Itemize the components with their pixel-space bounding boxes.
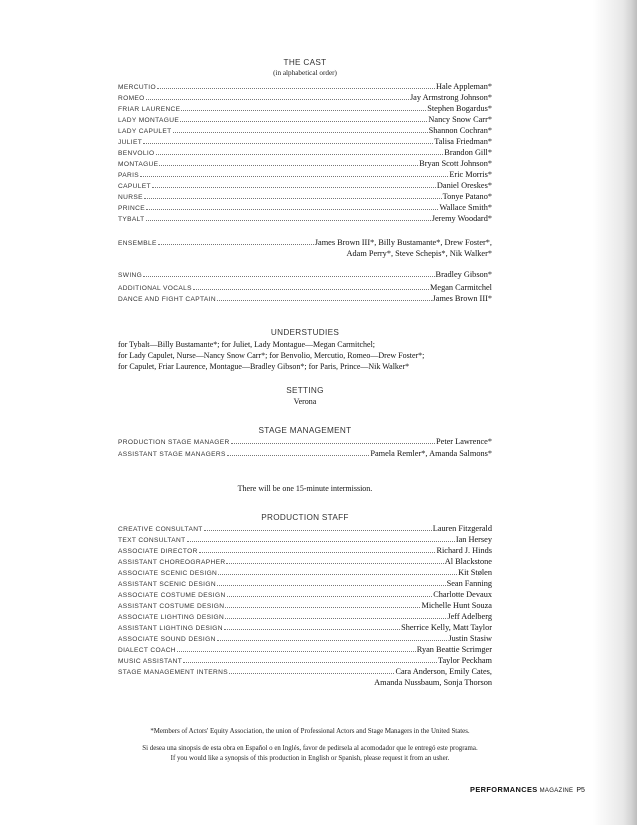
cast-row xyxy=(118,93,492,104)
cast-row xyxy=(118,115,492,126)
page-edge-shadow xyxy=(623,0,637,825)
actor-name: Bryan Scott Johnson* xyxy=(419,159,492,168)
role-label: ASSOCIATE DIRECTOR xyxy=(118,548,198,555)
staff-row xyxy=(118,645,492,656)
cast-row xyxy=(118,203,492,214)
role-label: PARIS xyxy=(118,172,140,179)
synopsis-note-spanish: Si desea una sinopsis de esta obra en Español o en Inglés, favor de pedirsela al acomodador que le entregó este programa. xyxy=(142,745,478,752)
understudies-line: for Lady Capulet, Nurse—Nancy Snow Carr*; for Benvolio, Mercutio, Romeo—Drew Foster*; xyxy=(118,351,425,360)
role-label: ASSISTANT CHOREOGRAPHER xyxy=(118,559,226,566)
leader-dots xyxy=(199,546,436,553)
cast-heading: THE CAST xyxy=(283,58,327,67)
staff-name: Ian Hersey xyxy=(455,535,492,544)
setting-heading: SETTING xyxy=(286,386,324,395)
setting-value: Verona xyxy=(293,397,317,406)
actor-name: Bradley Gibson* xyxy=(435,270,492,279)
leader-dots xyxy=(218,568,457,575)
cast-row xyxy=(118,270,492,281)
staff-name: Kit Stølen xyxy=(458,568,492,577)
equity-footnote: *Members of Actors' Equity Association, the union of Professional Actors and Stage Managers in the United States. xyxy=(150,728,470,735)
role-label: MERCUTIO xyxy=(118,84,156,91)
actor-name: Talisa Friedman* xyxy=(434,137,492,146)
staff-name: Justin Stasiw xyxy=(448,634,492,643)
staff-name: Cara Anderson, Emily Cates, xyxy=(395,667,492,676)
staff-name: Al Blackstone xyxy=(444,557,492,566)
actor-name: Daniel Oreskes* xyxy=(436,181,492,190)
cast-row xyxy=(118,104,492,115)
page-number: P5 xyxy=(576,787,585,794)
cast-row xyxy=(118,283,492,294)
role-label: ASSISTANT LIGHTING DESIGN xyxy=(118,625,223,632)
staff-name: Sean Fanning xyxy=(446,579,492,588)
role-label: ASSISTANT STAGE MANAGERS xyxy=(118,451,226,458)
role-label: CAPULET xyxy=(118,183,151,190)
leader-dots xyxy=(183,656,437,663)
actor-name: Stephen Bogardus* xyxy=(427,104,492,113)
role-label: ENSEMBLE xyxy=(118,240,157,247)
role-label: ASSISTANT SCENIC DESIGN xyxy=(118,581,216,588)
staff-name: Sherrice Kelly, Matt Taylor xyxy=(401,623,492,632)
actor-name: Brandon Gill* xyxy=(444,148,492,157)
cast-row xyxy=(118,294,492,305)
actor-name: Shannon Cochran* xyxy=(428,126,492,135)
leader-dots xyxy=(217,634,448,641)
leader-dots xyxy=(146,214,431,221)
leader-dots xyxy=(227,449,370,456)
staff-row xyxy=(118,656,492,667)
ensemble-names-line-1: James Brown III*, Billy Bustamante*, Drew Foster*, xyxy=(314,238,492,247)
actor-name: Nancy Snow Carr* xyxy=(428,115,492,124)
leader-dots xyxy=(157,82,435,89)
staff-name: Charlotte Devaux xyxy=(433,590,492,599)
cast-row xyxy=(118,126,492,137)
role-label: DANCE AND FIGHT CAPTAIN xyxy=(118,296,216,303)
leader-dots xyxy=(226,557,443,564)
staff-row xyxy=(118,449,492,460)
leader-dots xyxy=(187,535,455,542)
leader-dots xyxy=(156,148,444,155)
role-label: PRINCE xyxy=(118,205,146,212)
role-label: ADDITIONAL VOCALS xyxy=(118,285,192,292)
role-label: STAGE MANAGEMENT INTERNS xyxy=(118,669,229,676)
staff-name: Richard J. Hinds xyxy=(436,546,492,555)
role-label: MUSIC ASSISTANT xyxy=(118,658,183,665)
staff-row xyxy=(118,568,492,579)
production-staff-heading: PRODUCTION STAFF xyxy=(261,513,349,522)
cast-row xyxy=(118,159,492,170)
role-label: FRIAR LAURENCE xyxy=(118,106,181,113)
leader-dots xyxy=(231,437,435,444)
actor-name: Jay Armstrong Johnson* xyxy=(409,93,492,102)
staff-row xyxy=(118,535,492,546)
leader-dots xyxy=(204,524,432,531)
understudies-line: for Tybalt—Billy Bustamante*; for Juliet, Lady Montague—Megan Carmitchel; xyxy=(118,340,376,349)
ensemble-names-line-2: Adam Perry*, Steve Schepis*, Nik Walker* xyxy=(346,249,492,258)
staff-row xyxy=(118,612,492,623)
role-label: ROMEO xyxy=(118,95,145,102)
role-label: SWING xyxy=(118,272,143,279)
staff-row xyxy=(118,667,492,678)
staff-row xyxy=(118,590,492,601)
leader-dots xyxy=(146,203,438,210)
understudies-line: for Capulet, Friar Laurence, Montague—Bradley Gibson*; for Paris, Prince—Nik Walker* xyxy=(118,362,410,371)
staff-name: Jeff Adelberg xyxy=(447,612,492,621)
leader-dots xyxy=(193,283,429,290)
role-label: TEXT CONSULTANT xyxy=(118,537,186,544)
leader-dots xyxy=(225,612,446,619)
role-label: JULIET xyxy=(118,139,143,146)
staff-row xyxy=(118,557,492,568)
staff-name: Ryan Beattie Scrimger xyxy=(416,645,492,654)
leader-dots xyxy=(180,115,427,122)
role-label: CREATIVE CONSULTANT xyxy=(118,526,203,533)
leader-dots xyxy=(143,137,433,144)
staff-row xyxy=(118,579,492,590)
role-label: ASSOCIATE LIGHTING DESIGN xyxy=(118,614,225,621)
staff-name: Michelle Hunt Souza xyxy=(421,601,492,610)
actor-name: Jeremy Woodard* xyxy=(431,214,492,223)
staff-row xyxy=(118,437,492,448)
actor-name: Hale Appleman* xyxy=(436,82,492,91)
staff-name: Pamela Remler*, Amanda Salmons* xyxy=(370,449,492,458)
leader-dots xyxy=(152,181,436,188)
leader-dots xyxy=(225,601,420,608)
understudies-heading: UNDERSTUDIES xyxy=(270,328,340,337)
role-label: ASSOCIATE SOUND DESIGN xyxy=(118,636,216,643)
leader-dots xyxy=(144,192,442,199)
leader-dots xyxy=(217,579,446,586)
leader-dots xyxy=(146,93,409,100)
staff-row xyxy=(118,601,492,612)
cast-row xyxy=(118,170,492,181)
staff-row xyxy=(118,524,492,535)
cast-row xyxy=(118,214,492,225)
cast-row xyxy=(118,137,492,148)
brand-magazine: MAGAZINE xyxy=(539,788,574,794)
brand-name: PERFORMANCES xyxy=(470,785,538,794)
leader-dots xyxy=(227,590,433,597)
staff-row xyxy=(118,546,492,557)
interns-names-line-2: Amanda Nussbaum, Sonja Thorson xyxy=(374,678,492,687)
staff-name: Taylor Peckham xyxy=(437,656,492,665)
leader-dots xyxy=(181,104,426,111)
leader-dots xyxy=(140,170,448,177)
role-label: LADY CAPULET xyxy=(118,128,172,135)
leader-dots xyxy=(143,270,434,277)
role-label: TYBALT xyxy=(118,216,145,223)
leader-dots xyxy=(158,238,314,245)
role-label: BENVOLIO xyxy=(118,150,155,157)
role-label: ASSOCIATE SCENIC DESIGN xyxy=(118,570,218,577)
role-label: LADY MONTAGUE xyxy=(118,117,180,124)
leader-dots xyxy=(229,667,394,674)
role-label: ASSISTANT COSTUME DESIGN xyxy=(118,603,225,610)
role-label: ASSOCIATE COSTUME DESIGN xyxy=(118,592,226,599)
role-label: DIALECT COACH xyxy=(118,647,176,654)
actor-name: Wallace Smith* xyxy=(439,203,492,212)
role-label: PRODUCTION STAGE MANAGER xyxy=(118,439,230,446)
staff-name: Peter Lawrence* xyxy=(436,437,492,446)
stage-management-heading: STAGE MANAGEMENT xyxy=(258,426,352,435)
intermission-note: There will be one 15-minute intermission. xyxy=(237,484,373,493)
cast-row xyxy=(118,82,492,93)
actor-name: Megan Carmitchel xyxy=(430,283,492,292)
actor-name: Tonye Patano* xyxy=(442,192,492,201)
leader-dots xyxy=(177,645,416,652)
cast-row xyxy=(118,192,492,203)
magazine-footer xyxy=(470,779,630,794)
actor-name: James Brown III* xyxy=(432,294,492,303)
cast-row xyxy=(118,148,492,159)
role-label: NURSE xyxy=(118,194,143,201)
leader-dots xyxy=(224,623,400,630)
synopsis-note-english: If you would like a synopsis of this production in English or Spanish, please request it from an usher. xyxy=(170,755,450,762)
staff-row xyxy=(118,623,492,634)
staff-name: Lauren Fitzgerald xyxy=(432,524,492,533)
staff-row xyxy=(118,634,492,645)
role-label: MONTAGUE xyxy=(118,161,159,168)
ensemble-row xyxy=(118,238,492,249)
leader-dots xyxy=(173,126,428,133)
cast-row xyxy=(118,181,492,192)
actor-name: Eric Morris* xyxy=(449,170,492,179)
leader-dots xyxy=(217,294,432,301)
cast-subheading: (in alphabetical order) xyxy=(273,69,337,77)
leader-dots xyxy=(159,159,418,166)
